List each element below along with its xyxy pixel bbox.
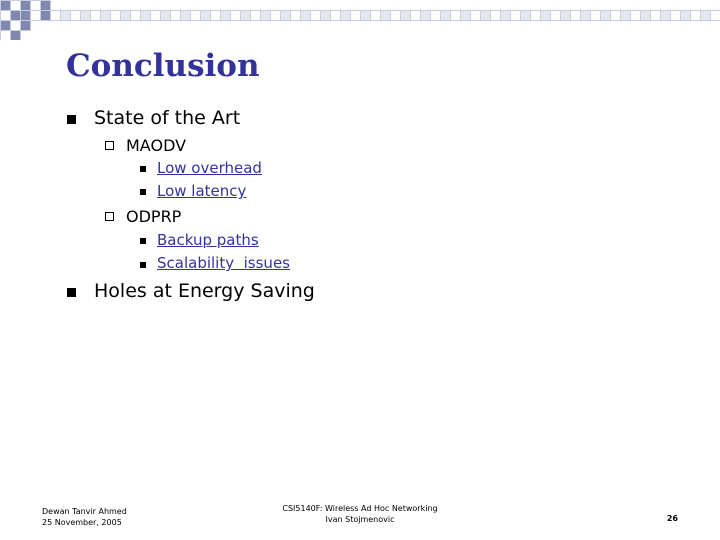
footer-instructor: Ivan Stojmenovic — [325, 515, 395, 524]
bullet-odprp: ODPRP — [126, 207, 182, 226]
header-grid-decoration — [0, 0, 720, 40]
page-number: 26 — [666, 514, 678, 523]
bullet-maodv: MAODV — [126, 136, 187, 155]
footer-course — [270, 503, 450, 525]
hollow-square-bullet-icon — [105, 212, 114, 221]
slide-title: Conclusion — [66, 48, 260, 84]
link-backup-paths[interactable]: Backup paths — [157, 231, 259, 249]
footer-date: 25 November, 2005 — [42, 518, 122, 527]
square-bullet-icon — [140, 262, 146, 268]
link-low-overhead[interactable]: Low overhead — [157, 159, 262, 177]
footer-course-name: CSI5140F: Wireless Ad Hoc Networking — [282, 504, 438, 513]
square-bullet-icon — [67, 288, 76, 297]
footer-author — [42, 506, 127, 528]
footer-author-name: Dewan Tanvir Ahmed — [42, 507, 127, 516]
hollow-square-bullet-icon — [105, 141, 114, 150]
square-bullet-icon — [67, 115, 76, 124]
link-scalability-issues[interactable]: Scalability issues — [157, 254, 290, 272]
square-bullet-icon — [140, 166, 146, 172]
square-bullet-icon — [140, 189, 146, 195]
link-low-latency[interactable]: Low latency — [157, 182, 247, 200]
square-bullet-icon — [140, 238, 146, 244]
bullet-state-of-the-art: State of the Art — [94, 107, 241, 129]
bullet-holes-at-energy-saving: Holes at Energy Saving — [94, 280, 315, 302]
